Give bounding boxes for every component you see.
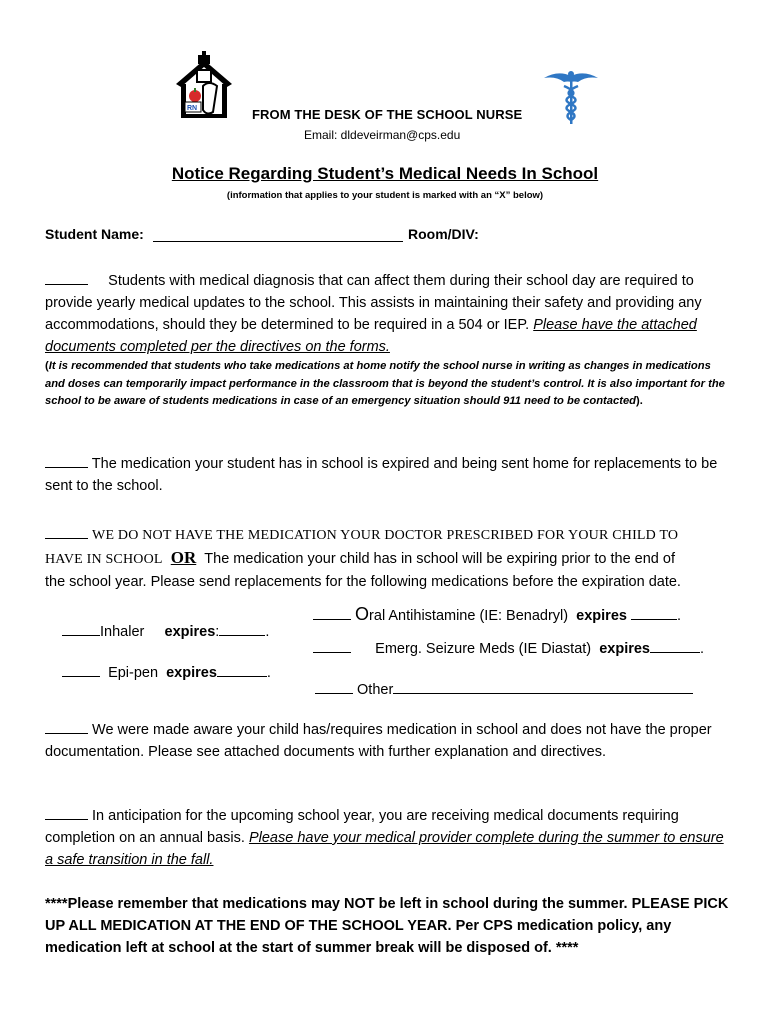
checkbox-blank[interactable]	[45, 819, 88, 820]
med-epipen: Epi-pen expires .	[62, 665, 271, 681]
checkbox-blank[interactable]	[45, 467, 88, 468]
section-text: We were made aware your child has/requires medication in school and does not have the proper documentation. Please see attached documents with further explanation and directives.	[45, 722, 712, 760]
section-text: Students with medical diagnosis that can affect them during their school day are required to provide yearly medical updates to the school. This assists in maintaining their safety and providing any accommodations, should they be determined to be required in a 504 or IEP.	[45, 273, 702, 333]
room-div-label: Room/DIV:	[408, 226, 479, 242]
notice-title: Notice Regarding Student’s Medical Needs In School	[171, 164, 599, 183]
medication-note: (It is recommended that students who take medications at home notify the school nurse in writing as changes in medications and doses can temporarily impact performance in the classroom that is beyond the student’s control. It is also important for the school to be aware of students medications in case of an emergency situation should 911 need to be contacted).	[45, 360, 725, 407]
med-seizure: Emerg. Seizure Meds (IE Diastat) expires .	[313, 641, 704, 657]
checkbox-blank[interactable]	[315, 693, 353, 694]
svg-text:RN: RN	[187, 105, 198, 112]
directive-link-text: Please have your medical provider complete during the summer to ensure a safe transition in the fall.	[45, 830, 724, 868]
other-blank[interactable]	[393, 693, 693, 694]
section-text: The medication your student has in school is expired and being sent home for replacements to be sent to the school.	[45, 456, 718, 494]
section-text-b: the school year. Please send replacements for the following medications before the expiration date.	[45, 574, 681, 590]
header-title: FROM THE DESK OF THE SCHOOL NURSE	[252, 107, 523, 122]
directive-link-text: Please have the attached documents completed per the directives on the forms.	[45, 317, 697, 355]
checkbox-blank[interactable]	[45, 284, 88, 285]
student-name-field[interactable]	[153, 241, 403, 242]
checkbox-blank[interactable]	[313, 652, 351, 653]
checkbox-blank[interactable]	[62, 635, 100, 636]
note-text: It is recommended that students who take medications at home notify the school nurse in writing as changes in medications and doses can temporarily impact performance in the classroom that is beyond the student’s control. It is also important for the school to be aware of students medications in case of an emergency situation should 911 need to be contacted	[45, 360, 725, 407]
caduceus-icon	[542, 68, 600, 126]
med-inhaler: Inhaler expires: .	[62, 624, 269, 640]
section-annual-documents	[45, 805, 725, 871]
caps-text-b: HAVE IN SCHOOL	[45, 552, 163, 567]
final-notice: ****Please remember that medications may NOT be left in school during the summer. PLEASE PICK UP ALL MEDICATION AT THE END OF THE SCHOOL YEAR. Per CPS medication policy, any medication left at school at the start of summer break will be disposed of. ****	[45, 896, 729, 956]
checkbox-blank[interactable]	[45, 538, 88, 539]
header-email: Email: dldeveirman@cps.edu	[304, 128, 461, 142]
caps-text-a: WE DO NOT HAVE THE MEDICATION YOUR DOCTOR PRESCRIBED FOR YOUR CHILD TO	[92, 528, 679, 543]
section-text-a: The medication your child has in school will be expiring prior to the end of	[204, 551, 675, 567]
school-house-logo	[173, 50, 239, 120]
section-missing-documentation	[45, 719, 725, 763]
section-expired-medication	[45, 453, 725, 497]
notice-subtitle: (information that applies to your student is marked with an “X” below)	[226, 190, 544, 201]
or-text: OR	[170, 548, 197, 567]
student-name-label: Student Name:	[45, 226, 144, 242]
section-missing-medication	[45, 524, 725, 593]
expiry-blank[interactable]	[217, 676, 267, 677]
section-medical-diagnosis	[45, 270, 725, 358]
school-house-icon	[173, 50, 239, 120]
expiry-blank[interactable]	[631, 619, 677, 620]
med-oral-antihistamine: Oral Antihistamine (IE: Benadryl) expires .	[313, 604, 681, 625]
caduceus-logo	[542, 68, 600, 126]
expiry-blank[interactable]	[219, 635, 265, 636]
med-other: Other	[315, 682, 693, 698]
section-text: In anticipation for the upcoming school year, you are receiving medical documents requiring completion on an annual basis.	[45, 808, 679, 846]
checkbox-blank[interactable]	[62, 676, 100, 677]
checkbox-blank[interactable]	[45, 733, 88, 734]
expiry-blank[interactable]	[650, 652, 700, 653]
checkbox-blank[interactable]	[313, 619, 351, 620]
